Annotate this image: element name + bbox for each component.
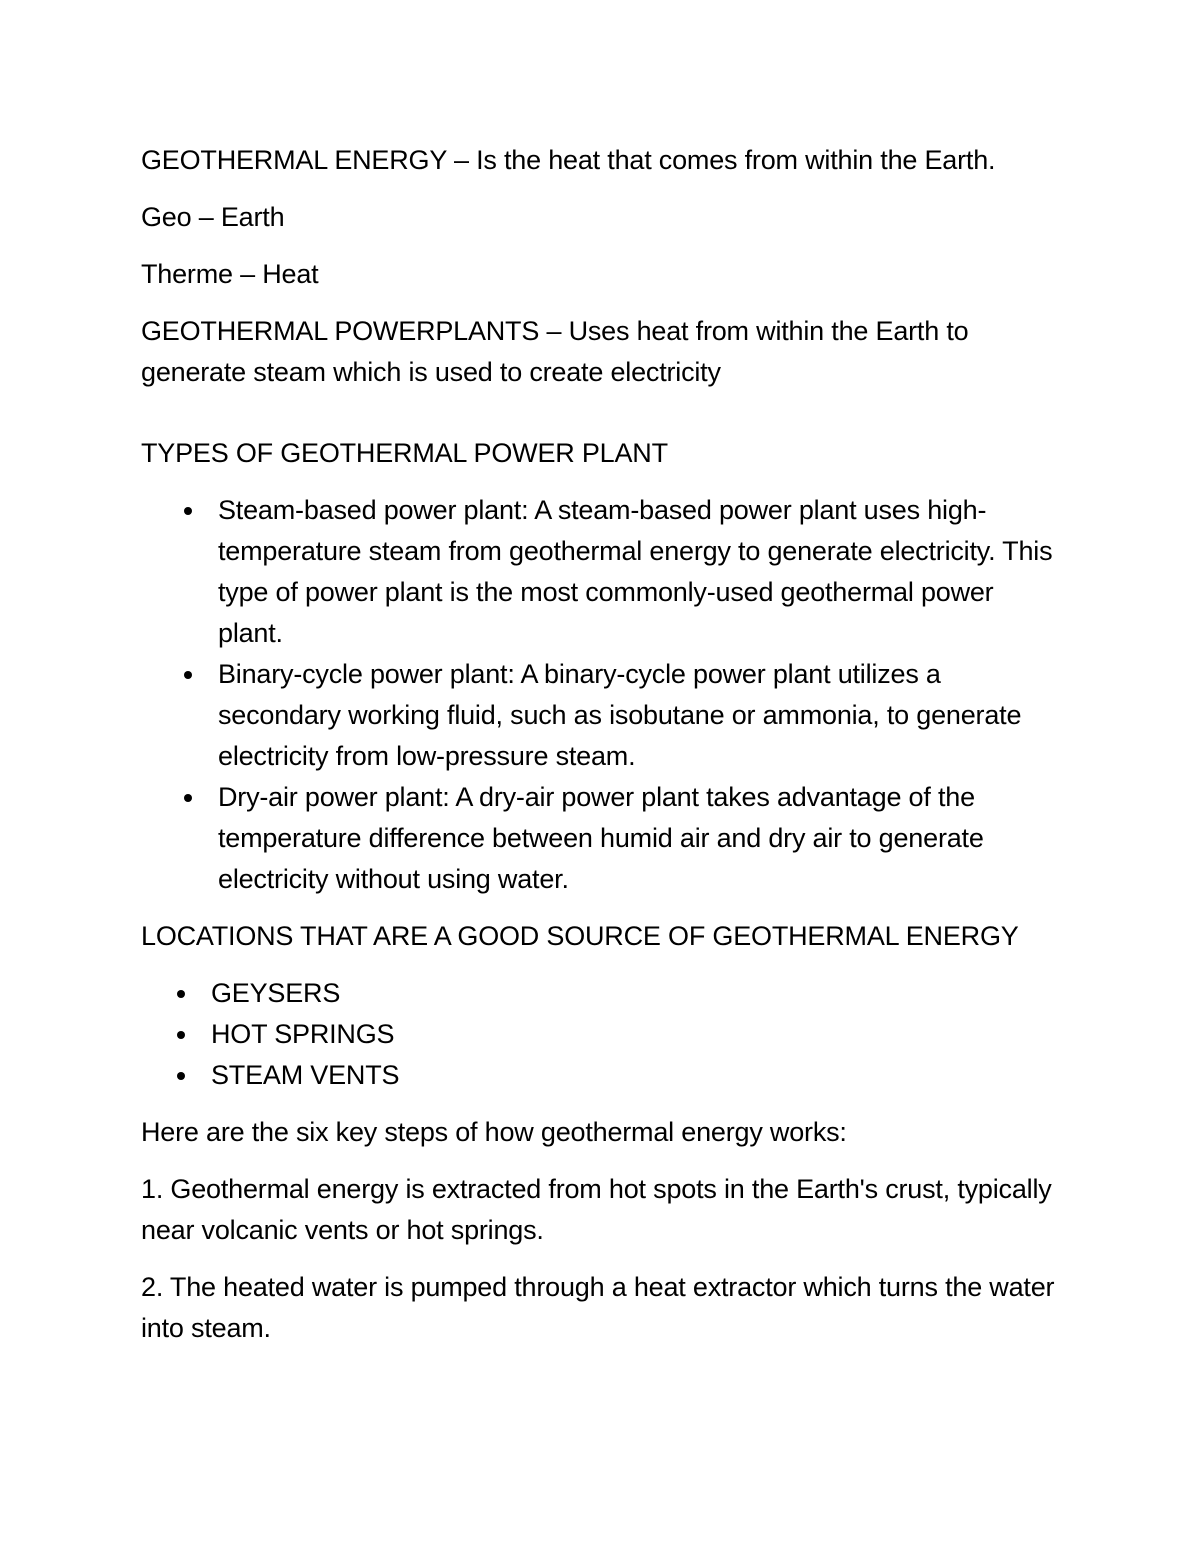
locations-heading: LOCATIONS THAT ARE A GOOD SOURCE OF GEOTHERMAL ENERGY (141, 921, 1019, 951)
step-2: 2. The heated water is pumped through a heat extractor which turns the water into steam. (141, 1272, 1055, 1343)
list-item-hot-springs: HOT SPRINGS (141, 1014, 1061, 1055)
list-item-binary-cycle: Binary-cycle power plant: A binary-cycle power plant utilizes a secondary working fluid, such as isobutane or ammonia, to generate electricity from low-pressure steam. (141, 654, 1061, 777)
list-item-steam-based: Steam-based power plant: A steam-based power plant uses high-temperature steam from geothermal energy to generate electricity. This type of power plant is the most commonly-used geothermal power plant. (141, 490, 1061, 654)
list-item-dry-air: Dry-air power plant: A dry-air power plant takes advantage of the temperature difference between humid air and dry air to generate electricity without using water. (141, 777, 1061, 900)
list-item-geysers: GEYSERS (141, 973, 1061, 1014)
geo-definition: Geo – Earth (141, 202, 285, 232)
therme-definition: Therme – Heat (141, 259, 319, 289)
locations-list (141, 973, 1061, 1096)
powerplants-paragraph: GEOTHERMAL POWERPLANTS – Uses heat from within the Earth to generate steam which is used to create electricity (141, 316, 969, 387)
blank-line (141, 393, 1061, 433)
steps-intro: Here are the six key steps of how geothermal energy works: (141, 1117, 847, 1147)
step-1: 1. Geothermal energy is extracted from hot spots in the Earth's crust, typically near volcanic vents or hot springs. (141, 1174, 1052, 1245)
document-body (141, 140, 1061, 1365)
power-plant-types-list (141, 490, 1061, 900)
types-heading: TYPES OF GEOTHERMAL POWER PLANT (141, 438, 668, 468)
list-item-steam-vents: STEAM VENTS (141, 1055, 1061, 1096)
definition-paragraph: GEOTHERMAL ENERGY – Is the heat that comes from within the Earth. (141, 145, 996, 175)
